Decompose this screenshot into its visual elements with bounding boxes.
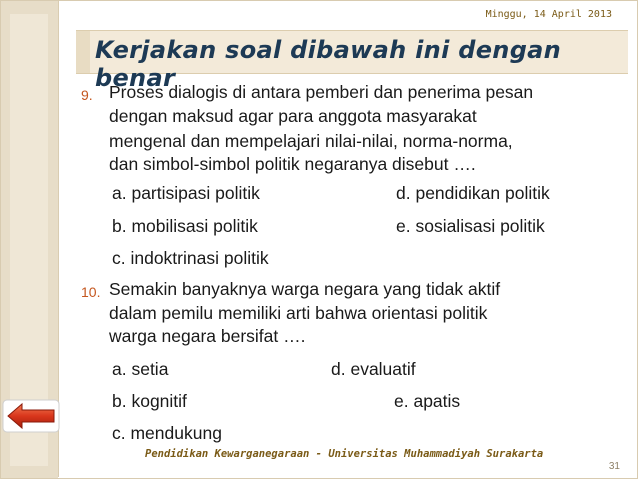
question-line: Semakin banyaknya warga negara yang tidak aktif — [109, 279, 501, 299]
question-number: 10. — [81, 284, 101, 300]
question-line: dan simbol-simbol politik negaranya disebut …. — [109, 154, 476, 174]
left-arrow-icon — [2, 399, 60, 433]
option-d: d. evaluatif — [331, 359, 416, 379]
back-button[interactable] — [2, 399, 60, 433]
question-line: Proses dialogis di antara pemberi dan penerima pesan — [109, 82, 534, 102]
option-b: b. mobilisasi politik — [112, 216, 258, 236]
question-line: dengan maksud agar para anggota masyarakat — [109, 106, 477, 126]
page-number: 31 — [608, 461, 620, 472]
question-line: warga negara bersifat …. — [109, 326, 306, 346]
question-number: 9. — [81, 87, 93, 103]
option-c: c. mendukung — [112, 423, 222, 443]
title-bar-accent — [76, 31, 90, 73]
option-a: a. setia — [112, 359, 169, 379]
option-b: b. kognitif — [112, 391, 187, 411]
option-d: d. pendidikan politik — [396, 183, 550, 203]
slide-title: Kerjakan soal dibawah ini dengan benar — [95, 36, 562, 92]
option-a: a. partisipasi politik — [112, 183, 260, 203]
option-e: e. sosialisasi politik — [396, 216, 545, 236]
question-line: dalam pemilu memiliki arti bahwa orientasi politik — [109, 303, 488, 323]
option-e: e. apatis — [394, 391, 461, 411]
footer-text: Pendidikan Kewarganegaraan - Universitas Muhammadiyah Surakarta — [145, 448, 544, 460]
slide-date: Minggu, 14 April 2013 — [485, 9, 612, 20]
option-c: c. indoktrinasi politik — [112, 248, 269, 268]
question-line: mengenal dan mempelajari nilai-nilai, norma-norma, — [109, 131, 513, 151]
